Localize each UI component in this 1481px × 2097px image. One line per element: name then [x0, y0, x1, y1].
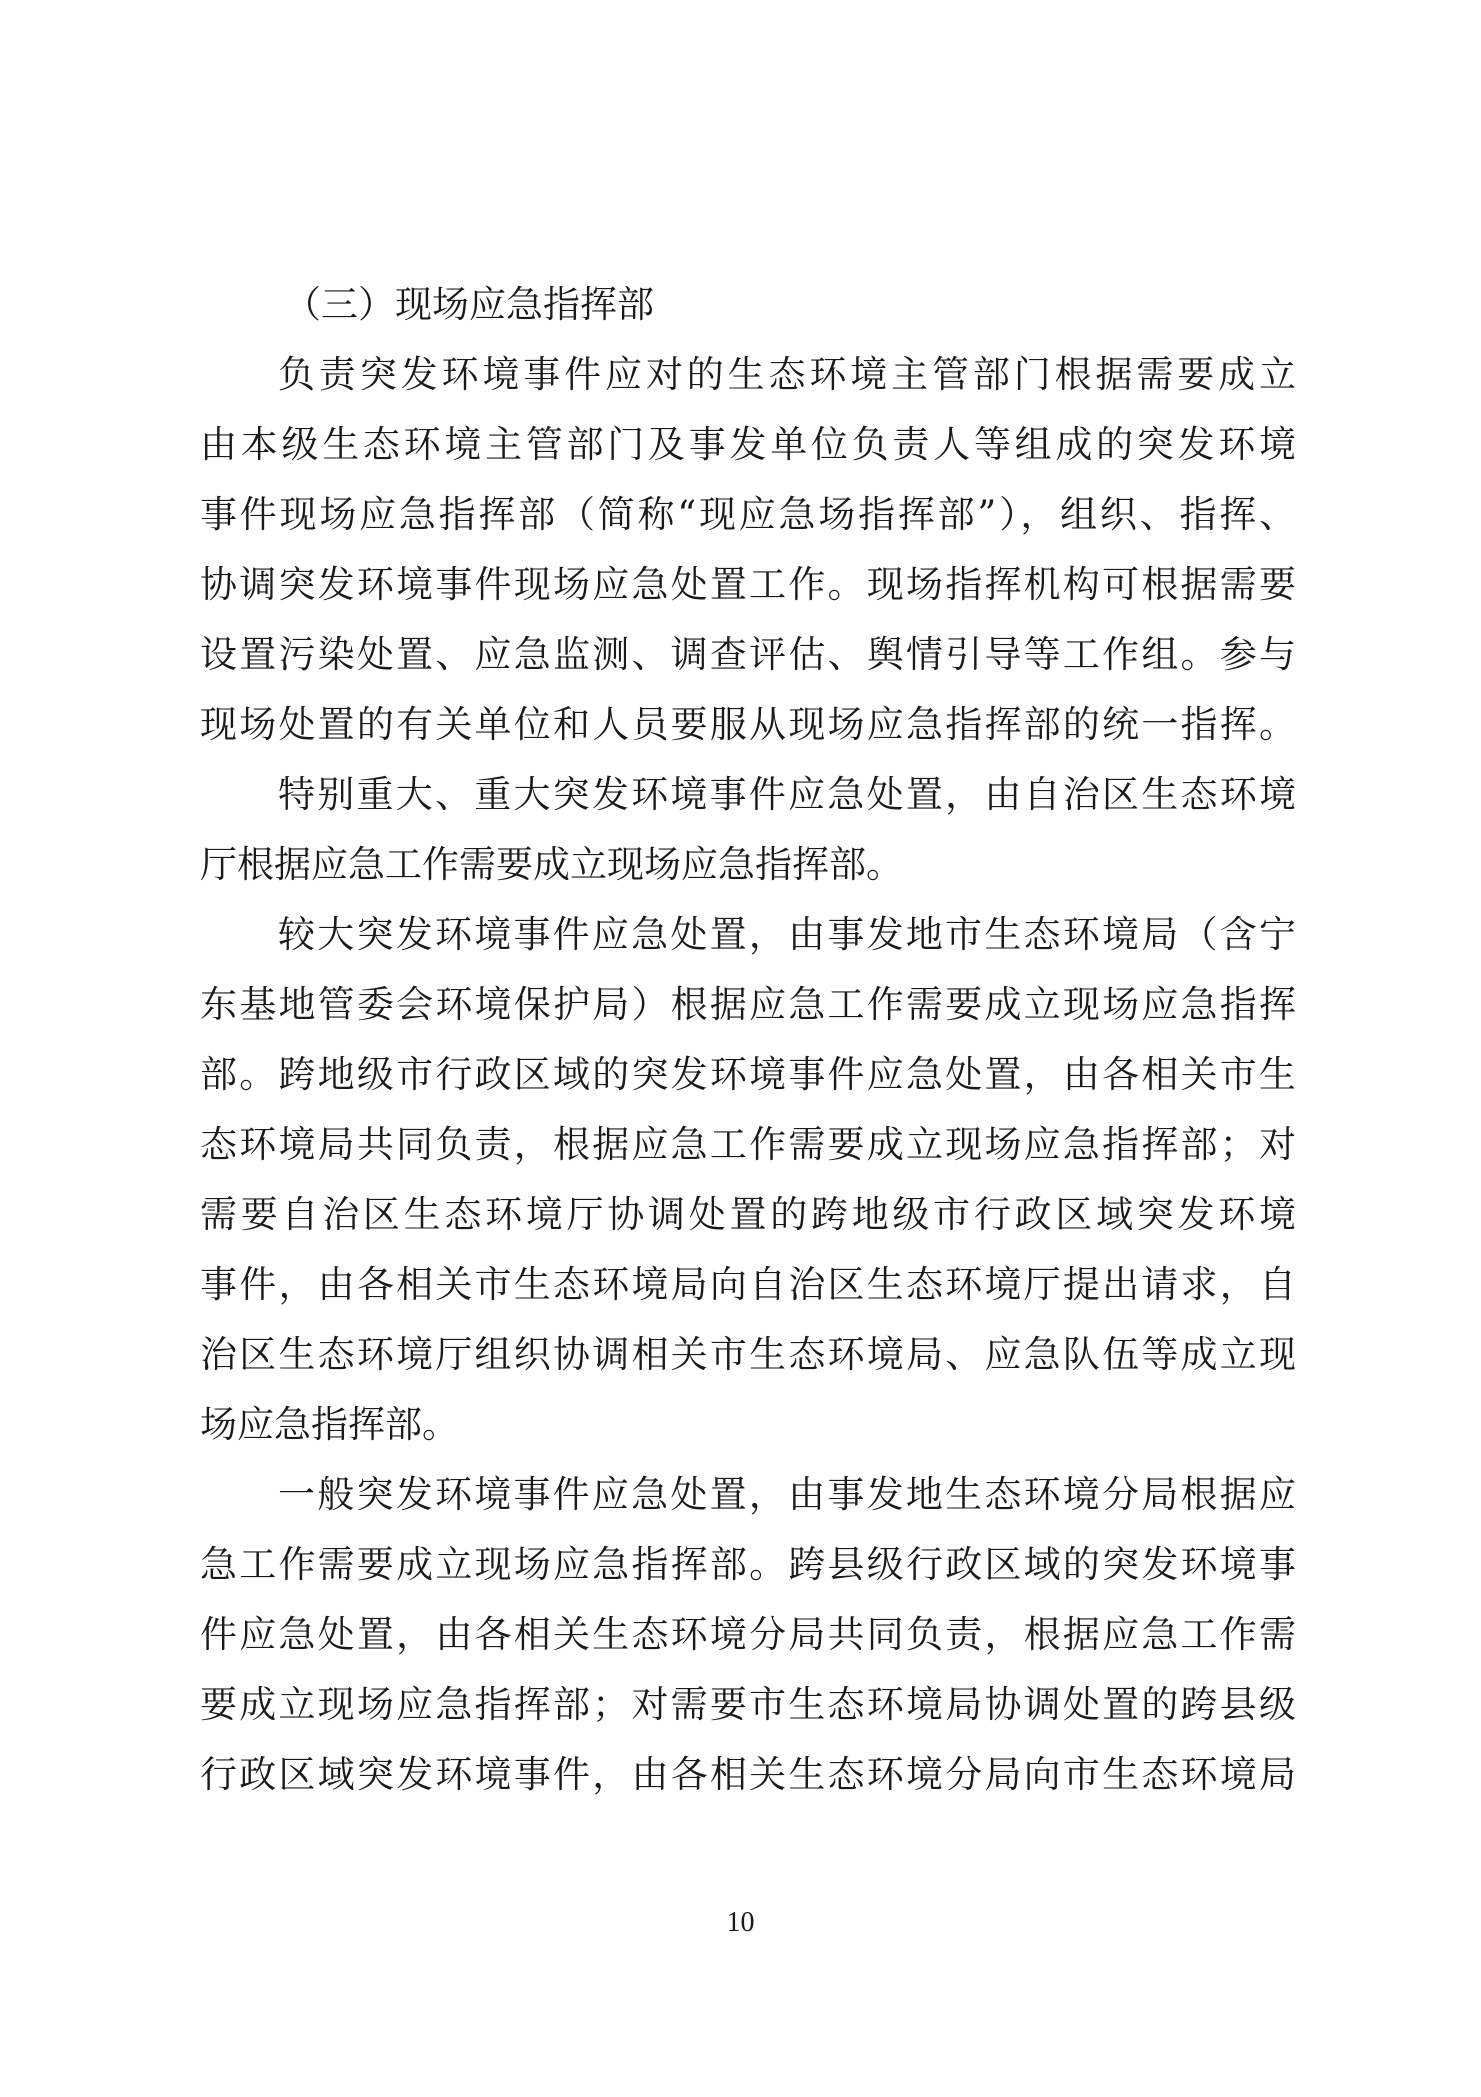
paragraph-line: 治区生态环境厅组织协调相关市生态环境局、应急队伍等成立现: [200, 1333, 1296, 1376]
paragraph-line: 事件，由各相关市生态环境局向自治区生态环境厅提出请求，自: [200, 1263, 1296, 1306]
page-number: 10: [726, 1907, 755, 1938]
paragraph-line: 现场处置的有关单位和人员要服从现场应急指挥部的统一指挥。: [200, 703, 1296, 746]
paragraph-line: 部。跨地级市行政区域的突发环境事件应急处置，由各相关市生: [200, 1053, 1296, 1096]
paragraph-line: 由本级生态环境主管部门及事发单位负责人等组成的突发环境: [200, 423, 1296, 466]
paragraph-line: 负责突发环境事件应对的生态环境主管部门根据需要成立: [278, 353, 1296, 396]
paragraph-line: 行政区域突发环境事件，由各相关生态环境分局向市生态环境局: [200, 1753, 1296, 1796]
paragraph-line: 较大突发环境事件应急处置，由事发地市生态环境局（含宁: [278, 913, 1296, 956]
paragraph-line: 需要自治区生态环境厅协调处置的跨地级市行政区域突发环境: [200, 1193, 1296, 1236]
paragraph-line: 态环境局共同负责，根据应急工作需要成立现场应急指挥部；对: [200, 1123, 1296, 1166]
paragraph-line: 东基地管委会环境保护局）根据应急工作需要成立现场应急指挥: [200, 983, 1296, 1026]
paragraph-line: 件应急处置，由各相关生态环境分局共同负责，根据应急工作需: [200, 1613, 1296, 1656]
section-heading: （三）现场应急指挥部: [284, 283, 654, 326]
paragraph-line: 要成立现场应急指挥部；对需要市生态环境局协调处置的跨县级: [200, 1683, 1296, 1726]
paragraph-line: 协调突发环境事件现场应急处置工作。现场指挥机构可根据需要: [200, 563, 1296, 606]
document-body: [200, 270, 1296, 1810]
paragraph-line: 设置污染处置、应急监测、调查评估、舆情引导等工作组。参与: [200, 633, 1296, 676]
paragraph-line: 场应急指挥部。: [200, 1403, 459, 1446]
paragraph-line: 厅根据应急工作需要成立现场应急指挥部。: [200, 843, 903, 886]
paragraph-line: 特别重大、重大突发环境事件应急处置，由自治区生态环境: [278, 773, 1296, 816]
paragraph-line: 一般突发环境事件应急处置，由事发地生态环境分局根据应: [278, 1473, 1296, 1516]
paragraph-line: 事件现场应急指挥部（简称“现应急场指挥部”），组织、指挥、: [200, 493, 1296, 536]
paragraph-line: 急工作需要成立现场应急指挥部。跨县级行政区域的突发环境事: [200, 1543, 1296, 1586]
